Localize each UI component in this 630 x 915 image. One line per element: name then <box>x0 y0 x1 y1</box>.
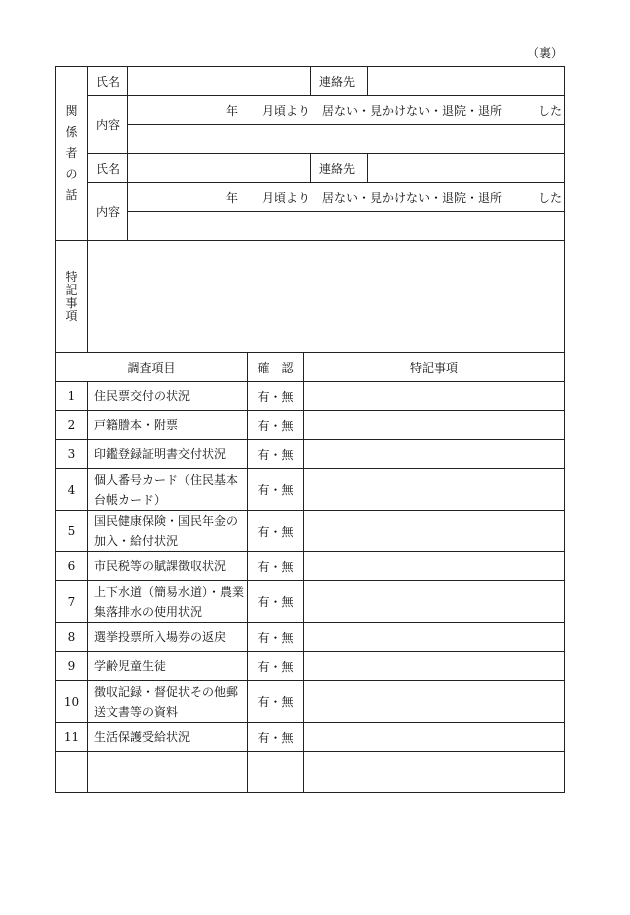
name-field-1[interactable] <box>128 67 311 96</box>
table-row <box>56 723 565 752</box>
contact-field-1[interactable] <box>368 67 565 96</box>
notes-field[interactable] <box>304 623 565 652</box>
header-confirm: 確 認 <box>248 353 304 382</box>
table-row <box>56 623 565 652</box>
contact-label-2: 連絡先 <box>311 154 368 183</box>
empty-item-field[interactable] <box>88 752 248 793</box>
page-side-label: （裏） <box>526 46 563 60</box>
row-number: 1 <box>56 382 88 411</box>
header-special-notes: 特記事項 <box>304 353 565 382</box>
notes-field[interactable] <box>304 581 565 623</box>
table-row <box>56 552 565 581</box>
notes-field[interactable] <box>304 652 565 681</box>
notes-field[interactable] <box>304 411 565 440</box>
row-number: 3 <box>56 440 88 469</box>
notes-field[interactable] <box>304 469 565 511</box>
survey-table <box>55 352 565 793</box>
confirm-choice[interactable]: 有・無 <box>248 382 304 411</box>
confirm-choice[interactable]: 有・無 <box>248 681 304 723</box>
survey-item: 生活保護受給状況 <box>88 723 248 752</box>
confirm-choice[interactable]: 有・無 <box>248 440 304 469</box>
row-number: 5 <box>56 511 88 552</box>
survey-item: 徴収記録・督促状その他郵送文書等の資料 <box>88 681 248 723</box>
related-person-table <box>55 66 565 353</box>
name-field-2[interactable] <box>128 154 311 183</box>
empty-confirm-field[interactable] <box>248 752 304 793</box>
special-notes-field[interactable] <box>88 241 565 353</box>
confirm-choice[interactable]: 有・無 <box>248 723 304 752</box>
row-number: 10 <box>56 681 88 723</box>
row-number: 11 <box>56 723 88 752</box>
table-row-empty <box>56 752 565 793</box>
empty-number-field[interactable] <box>56 752 88 793</box>
survey-item: 国民健康保険・国民年金の加入・給付状況 <box>88 511 248 552</box>
notes-field[interactable] <box>304 552 565 581</box>
survey-item: 戸籍謄本・附票 <box>88 411 248 440</box>
row-number: 6 <box>56 552 88 581</box>
header-survey-item: 調査項目 <box>56 353 248 382</box>
row-number: 7 <box>56 581 88 623</box>
row-number: 4 <box>56 469 88 511</box>
notes-field[interactable] <box>304 723 565 752</box>
row-number: 8 <box>56 623 88 652</box>
confirm-choice[interactable]: 有・無 <box>248 652 304 681</box>
table-row <box>56 652 565 681</box>
row-number: 9 <box>56 652 88 681</box>
survey-item: 印鑑登録証明書交付状況 <box>88 440 248 469</box>
content-field-1[interactable] <box>128 125 565 154</box>
survey-item: 個人番号カード（住民基本台帳カード） <box>88 469 248 511</box>
name-label-1: 氏名 <box>88 67 128 96</box>
notes-field[interactable] <box>304 440 565 469</box>
content-label-2: 内容 <box>88 183 128 241</box>
notes-field[interactable] <box>304 511 565 552</box>
table-row <box>56 511 565 552</box>
content-label-1: 内容 <box>88 96 128 154</box>
table-row <box>56 440 565 469</box>
content-field-2[interactable] <box>128 212 565 241</box>
contact-label-1: 連絡先 <box>311 67 368 96</box>
survey-item: 上下水道（簡易水道）・農業集落排水の使用状況 <box>88 581 248 623</box>
period-text-1: 年 月頃より 居ない・見かけない・退院・退所 した <box>128 96 565 125</box>
contact-field-2[interactable] <box>368 154 565 183</box>
confirm-choice[interactable]: 有・無 <box>248 469 304 511</box>
confirm-choice[interactable]: 有・無 <box>248 511 304 552</box>
confirm-choice[interactable]: 有・無 <box>248 623 304 652</box>
table-row <box>56 681 565 723</box>
survey-item: 市民税等の賦課徴収状況 <box>88 552 248 581</box>
confirm-choice[interactable]: 有・無 <box>248 411 304 440</box>
notes-field[interactable] <box>304 681 565 723</box>
confirm-choice[interactable]: 有・無 <box>248 581 304 623</box>
period-text-2: 年 月頃より 居ない・見かけない・退院・退所 した <box>128 183 565 212</box>
related-person-section-title: 関 係 者 の 話 <box>56 67 88 241</box>
table-row <box>56 581 565 623</box>
row-number: 2 <box>56 411 88 440</box>
table-row <box>56 411 565 440</box>
table-row <box>56 469 565 511</box>
survey-item: 選挙投票所入場券の返戻 <box>88 623 248 652</box>
name-label-2: 氏名 <box>88 154 128 183</box>
notes-field[interactable] <box>304 382 565 411</box>
table-row <box>56 382 565 411</box>
confirm-choice[interactable]: 有・無 <box>248 552 304 581</box>
survey-item: 学齢児童生徒 <box>88 652 248 681</box>
empty-notes-field[interactable] <box>304 752 565 793</box>
special-notes-title: 特 記 事 項 <box>56 241 88 353</box>
survey-item: 住民票交付の状況 <box>88 382 248 411</box>
